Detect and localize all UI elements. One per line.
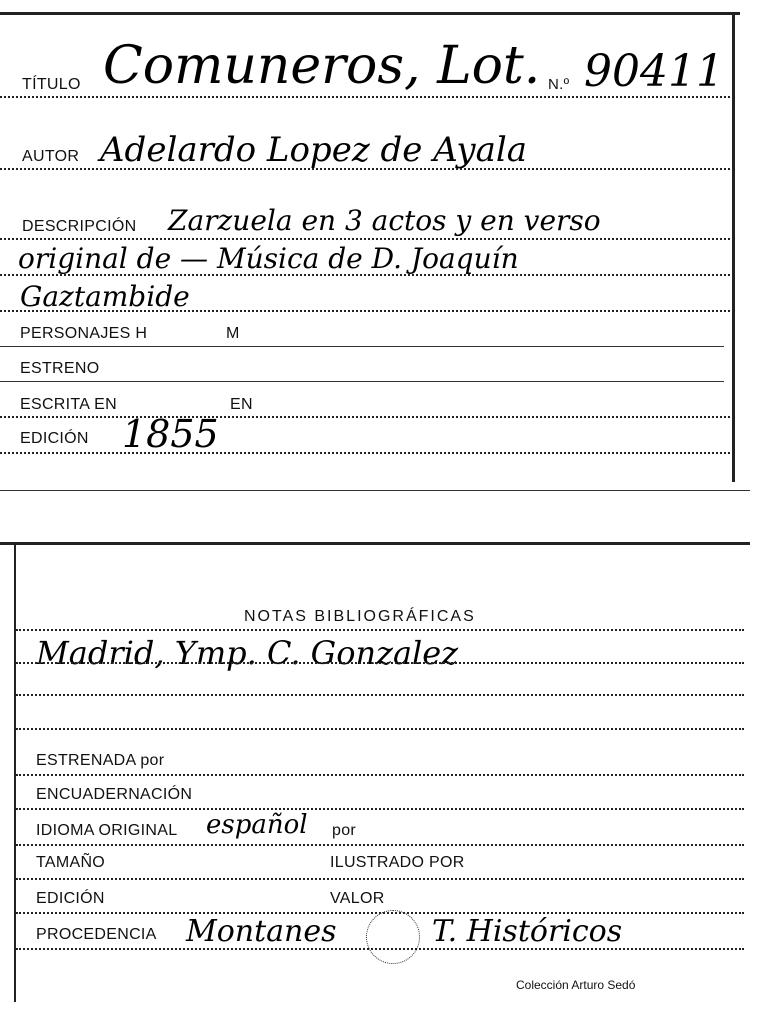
estrenada-label: ESTRENADA por [36, 752, 165, 769]
estreno-label: ESTRENO [20, 360, 100, 377]
card-back-top-edge [0, 542, 750, 545]
titulo-line [0, 96, 730, 98]
notas-line-1 [16, 629, 744, 631]
idioma-por-label: por [332, 822, 357, 839]
card-back-left-edge [14, 542, 16, 1002]
descripcion-line-rule-1 [0, 238, 730, 240]
estreno-line [0, 381, 724, 382]
notas-header: NOTAS BIBLIOGRÁFICAS [244, 608, 476, 625]
titulo-value: Comuneros, Lot. [103, 36, 541, 96]
numero-value: 90411 [584, 46, 724, 97]
procedencia-label: PROCEDENCIA [36, 926, 157, 943]
card-right-edge [732, 12, 735, 482]
ilustrado-label: ILUSTRADO POR [330, 854, 465, 871]
coleccion-label: Colección Arturo Sedó [516, 978, 636, 992]
descripcion-line-1: Zarzuela en 3 actos y en verso [168, 204, 601, 237]
catalog-card-back [0, 538, 759, 1028]
escrita-line [0, 416, 730, 418]
descripcion-line-rule-2 [0, 274, 730, 276]
escrita-en-label: EN [230, 396, 253, 413]
notas-value: Madrid, Ymp. C. Gonzalez [36, 634, 459, 672]
escrita-label: ESCRITA EN [20, 396, 117, 413]
notas-line-2 [16, 662, 744, 664]
estrenada-line [16, 774, 744, 776]
card-top-edge [0, 12, 740, 15]
numero-label: N.º [548, 76, 570, 93]
idioma-label: IDIOMA ORIGINAL [36, 822, 178, 839]
stamp-mark [366, 910, 420, 964]
autor-value: Adelardo Lopez de Ayala [100, 130, 528, 170]
edicion-line [0, 452, 730, 454]
edicion-value: 1855 [122, 412, 219, 456]
encuadernacion-label: ENCUADERNACIÓN [36, 786, 193, 803]
personajes-label: PERSONAJES H [20, 325, 148, 342]
tamano-label: TAMAÑO [36, 854, 106, 871]
personajes-m-label: M [226, 325, 240, 342]
notas-line-3 [16, 694, 744, 696]
edicion-label: EDICIÓN [20, 430, 89, 447]
procedencia-line [16, 948, 744, 950]
descripcion-line-2: original de — Música de D. Joaquín [18, 242, 519, 275]
idioma-line [16, 844, 744, 846]
autor-line [0, 168, 730, 170]
titulo-label: TÍTULO [22, 76, 81, 93]
notas-line-4 [16, 728, 744, 730]
personajes-line [0, 346, 724, 347]
procedencia-value-1: Montanes [186, 914, 337, 949]
descripcion-label: DESCRIPCIÓN [22, 218, 137, 235]
descripcion-line-3: Gaztambide [20, 280, 190, 313]
descripcion-line-rule-3 [0, 310, 730, 312]
valor-label: VALOR [330, 890, 385, 907]
card-bottom-edge [0, 490, 750, 491]
autor-label: AUTOR [22, 148, 80, 165]
idioma-value: español [206, 810, 308, 840]
encuadernacion-line [16, 808, 744, 810]
back-edicion-label: EDICIÓN [36, 890, 105, 907]
tamano-line [16, 878, 744, 880]
catalog-card-front [0, 0, 759, 493]
procedencia-value-2: T. Históricos [432, 914, 623, 949]
